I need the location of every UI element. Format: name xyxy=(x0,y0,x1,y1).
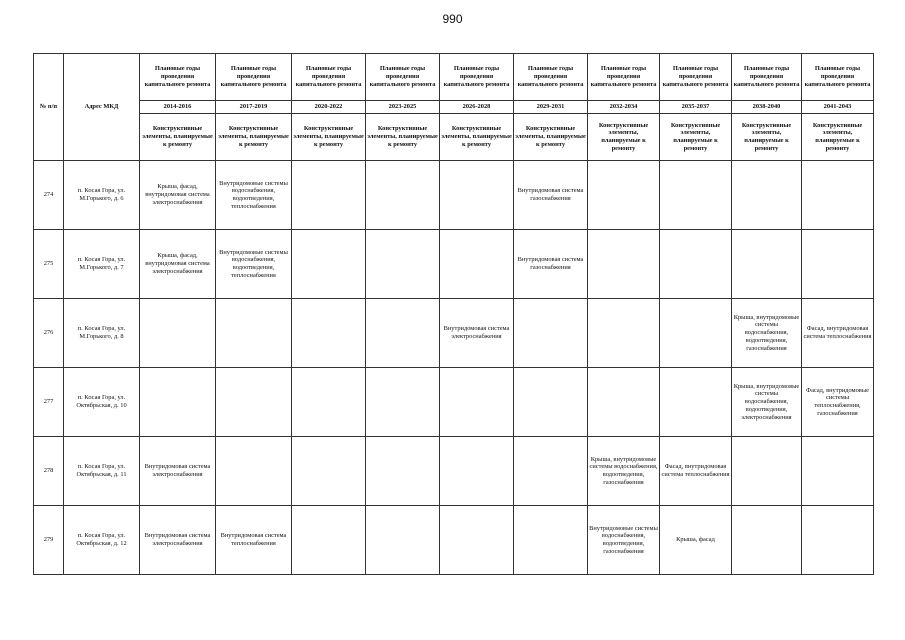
repair-cell xyxy=(732,161,802,230)
repair-cell: Внутридомовая система газоснабжения xyxy=(514,230,588,299)
repair-cell xyxy=(802,161,874,230)
elements-header: Конструктивные элементы, планируемые к ремонту xyxy=(366,114,440,161)
row-address: п. Косая Гора, ул. Октябрьская, д. 11 xyxy=(64,437,140,506)
header-row-elements xyxy=(34,114,874,161)
repair-cell: Крыша, фасад, внутридомовая система электроснабжения xyxy=(140,161,216,230)
repair-cell: Крыша, внутридомовые системы водоснабжения, водоотведения, газоснабжения xyxy=(588,437,660,506)
elements-header: Конструктивные элементы, планируемые к ремонту xyxy=(216,114,292,161)
repair-schedule-table xyxy=(33,53,874,575)
table-row xyxy=(34,437,874,506)
row-address: п. Косая Гора, ул. М.Горького, д. 6 xyxy=(64,161,140,230)
repair-cell xyxy=(292,299,366,368)
repair-cell xyxy=(660,161,732,230)
repair-cell xyxy=(440,506,514,575)
year-range: 2026-2028 xyxy=(440,101,514,114)
repair-cell xyxy=(802,230,874,299)
period-header: Плановые годы проведения капитального ремонта xyxy=(732,54,802,101)
row-number: 278 xyxy=(34,437,64,506)
repair-cell xyxy=(514,437,588,506)
repair-cell: Крыша, внутридомовые системы водоснабжения, водоотведения, электроснабжения xyxy=(732,368,802,437)
year-range: 2032-2034 xyxy=(588,101,660,114)
repair-cell: Внутридомовая система электроснабжения xyxy=(140,506,216,575)
period-header: Плановые годы проведения капитального ремонта xyxy=(514,54,588,101)
year-range: 2041-2043 xyxy=(802,101,874,114)
repair-cell xyxy=(292,437,366,506)
num-header: № п/п xyxy=(34,54,64,161)
repair-cell xyxy=(660,299,732,368)
repair-cell: Внутридомовая система газоснабжения xyxy=(514,161,588,230)
year-range: 2035-2037 xyxy=(660,101,732,114)
table-row xyxy=(34,368,874,437)
repair-cell xyxy=(440,161,514,230)
row-address: п. Косая Гора, ул. Октябрьская, д. 12 xyxy=(64,506,140,575)
repair-cell xyxy=(366,506,440,575)
repair-cell xyxy=(732,506,802,575)
elements-header: Конструктивные элементы, планируемые к ремонту xyxy=(732,114,802,161)
table-row xyxy=(34,506,874,575)
elements-header: Конструктивные элементы, планируемые к ремонту xyxy=(140,114,216,161)
repair-cell xyxy=(292,368,366,437)
page-number: 990 xyxy=(442,12,463,26)
repair-cell xyxy=(514,368,588,437)
repair-cell: Внутридомовая система электроснабжения xyxy=(440,299,514,368)
repair-cell xyxy=(802,506,874,575)
row-number: 274 xyxy=(34,161,64,230)
elements-header: Конструктивные элементы, планируемые к ремонту xyxy=(514,114,588,161)
period-header: Плановые годы проведения капитального ремонта xyxy=(588,54,660,101)
repair-cell xyxy=(660,368,732,437)
repair-cell: Внутридомовая система электроснабжения xyxy=(140,437,216,506)
repair-cell: Крыша, фасад xyxy=(660,506,732,575)
header-row-periods xyxy=(34,54,874,101)
repair-cell: Внутридомовая система теплоснабжения xyxy=(216,506,292,575)
elements-header: Конструктивные элементы, планируемые к ремонту xyxy=(588,114,660,161)
repair-cell xyxy=(732,437,802,506)
row-address: п. Косая Гора, ул. М.Горького, д. 8 xyxy=(64,299,140,368)
repair-cell xyxy=(588,161,660,230)
elements-header: Конструктивные элементы, планируемые к ремонту xyxy=(660,114,732,161)
repair-cell xyxy=(292,506,366,575)
repair-cell xyxy=(802,437,874,506)
year-range: 2038-2040 xyxy=(732,101,802,114)
repair-cell xyxy=(732,230,802,299)
elements-header: Конструктивные элементы, планируемые к ремонту xyxy=(292,114,366,161)
period-header: Плановые годы проведения капитального ремонта xyxy=(660,54,732,101)
row-number: 279 xyxy=(34,506,64,575)
period-header: Плановые годы проведения капитального ремонта xyxy=(140,54,216,101)
table-row xyxy=(34,161,874,230)
row-address: п. Косая Гора, ул. Октябрьская, д. 10 xyxy=(64,368,140,437)
address-header: Адрес МКД xyxy=(64,54,140,161)
year-range: 2014-2016 xyxy=(140,101,216,114)
row-number: 276 xyxy=(34,299,64,368)
elements-header: Конструктивные элементы, планируемые к ремонту xyxy=(802,114,874,161)
repair-cell xyxy=(440,368,514,437)
repair-cell xyxy=(292,230,366,299)
repair-cell xyxy=(366,368,440,437)
repair-cell xyxy=(292,161,366,230)
repair-cell xyxy=(514,299,588,368)
header-row-years xyxy=(34,101,874,114)
repair-cell xyxy=(366,299,440,368)
table-body xyxy=(34,161,874,575)
table-row xyxy=(34,230,874,299)
repair-cell xyxy=(366,437,440,506)
repair-cell: Внутридомовые системы водоснабжения, водоотведения, теплоснабжения xyxy=(216,230,292,299)
row-address: п. Косая Гора, ул. М.Горького, д. 7 xyxy=(64,230,140,299)
period-header: Плановые годы проведения капитального ремонта xyxy=(440,54,514,101)
period-header: Плановые годы проведения капитального ремонта xyxy=(366,54,440,101)
repair-cell: Внутридомовые системы водоснабжения, водоотведения, газоснабжения xyxy=(588,506,660,575)
repair-cell xyxy=(366,161,440,230)
repair-cell xyxy=(216,299,292,368)
repair-cell: Крыша, фасад, внутридомовая система электроснабжения xyxy=(140,230,216,299)
year-range: 2029-2031 xyxy=(514,101,588,114)
repair-cell: Фасад, внутридомовая система теплоснабжения xyxy=(660,437,732,506)
repair-cell xyxy=(514,506,588,575)
repair-cell xyxy=(140,368,216,437)
repair-cell: Фасад, внутридомовые системы теплоснабжения, газоснабжения xyxy=(802,368,874,437)
repair-cell xyxy=(366,230,440,299)
repair-cell: Внутридомовые системы водоснабжения, водоотведения, теплоснабжения xyxy=(216,161,292,230)
table-row xyxy=(34,299,874,368)
repair-cell: Крыша, внутридомовые системы водоснабжения, водоотведения, газоснабжения xyxy=(732,299,802,368)
repair-cell xyxy=(216,437,292,506)
repair-cell xyxy=(440,437,514,506)
repair-cell xyxy=(588,230,660,299)
period-header: Плановые годы проведения капитального ремонта xyxy=(292,54,366,101)
repair-cell: Фасад, внутридомовая система теплоснабжения xyxy=(802,299,874,368)
repair-cell xyxy=(140,299,216,368)
year-range: 2023-2025 xyxy=(366,101,440,114)
repair-cell xyxy=(660,230,732,299)
year-range: 2020-2022 xyxy=(292,101,366,114)
row-number: 275 xyxy=(34,230,64,299)
period-header: Плановые годы проведения капитального ремонта xyxy=(216,54,292,101)
period-header: Плановые годы проведения капитального ремонта xyxy=(802,54,874,101)
repair-cell xyxy=(216,368,292,437)
repair-cell xyxy=(588,299,660,368)
year-range: 2017-2019 xyxy=(216,101,292,114)
row-number: 277 xyxy=(34,368,64,437)
elements-header: Конструктивные элементы, планируемые к ремонту xyxy=(440,114,514,161)
repair-cell xyxy=(440,230,514,299)
repair-cell xyxy=(588,368,660,437)
